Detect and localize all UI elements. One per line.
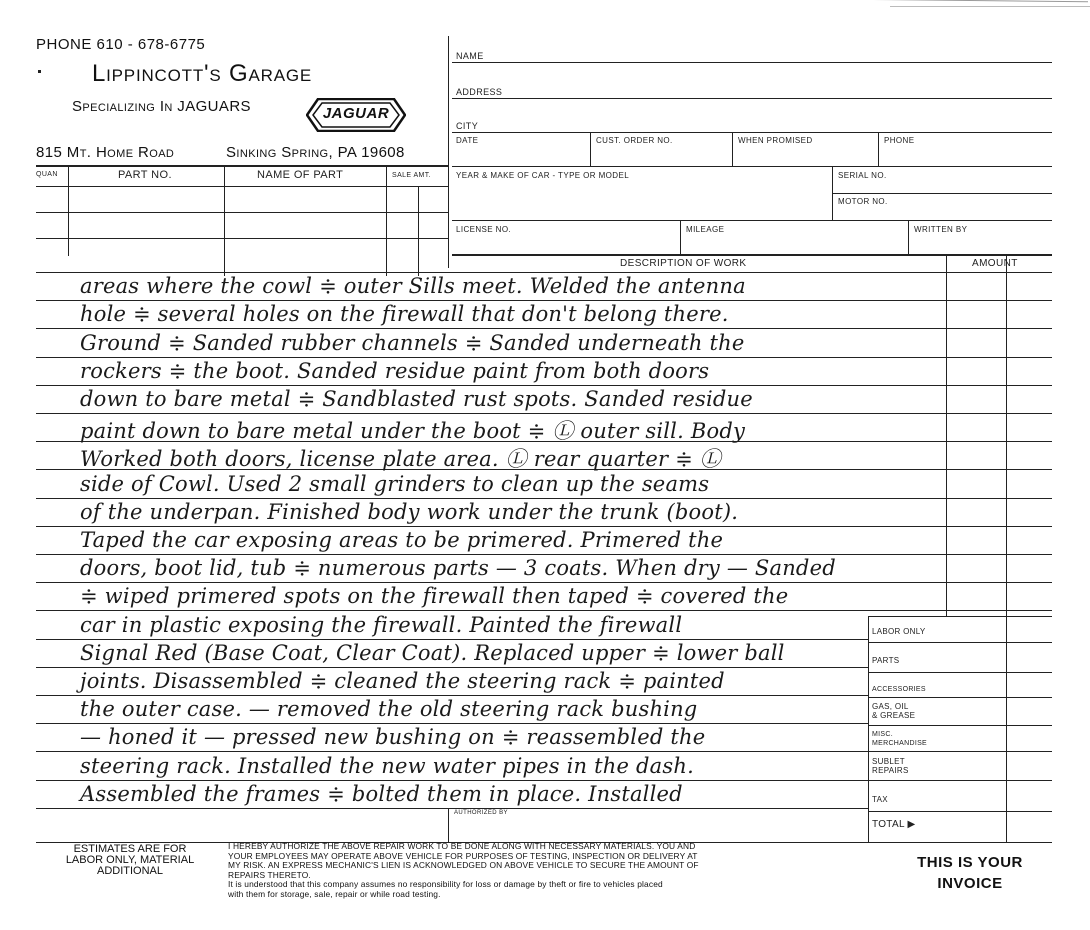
date-label: DATE [456, 136, 479, 145]
jaguar-logo [306, 98, 406, 132]
shop-name: Lippincott's Garage [92, 60, 312, 87]
rule [878, 132, 879, 166]
jaguar-logo-text: JAGUAR [322, 105, 390, 122]
rule [868, 697, 1052, 698]
year-make-label: YEAR & MAKE OF CAR - TYPE OR MODEL [456, 171, 630, 180]
name-label: NAME [456, 51, 484, 61]
rule [946, 254, 947, 616]
rule [452, 254, 1052, 256]
ruled-line [36, 328, 1052, 329]
rule [868, 751, 1052, 752]
rule [452, 166, 1052, 167]
repairs-label: REPAIRS [872, 766, 909, 775]
misc-label: MISC. [872, 731, 893, 738]
shop-city: Sinking Spring, PA 19608 [226, 144, 405, 161]
handwritten-line: the outer case. — removed the old steering rack bushing [80, 697, 698, 721]
rule [832, 193, 1052, 194]
city-label: CITY [456, 121, 479, 131]
handwritten-line: Ground ≑ Sanded rubber channels ≑ Sanded underneath the [80, 331, 745, 355]
handwritten-line: Assembled the frames ≑ bolted them in place. Installed [80, 782, 683, 806]
handwritten-line: steering rack. Installed the new water pipes in the dash. [80, 754, 694, 778]
total-label: TOTAL ▶ [872, 819, 916, 830]
handwritten-line: of the underpan. Finished body work under the trunk (boot). [80, 500, 739, 524]
ruled-line [36, 526, 1052, 527]
rule [36, 808, 868, 809]
auth-line-1: I HEREBY AUTHORIZE THE ABOVE REPAIR WORK TO BE DONE ALONG WITH NECESSARY MATERIALS. YOU AND [228, 841, 696, 851]
bullet-dot [38, 70, 41, 73]
mileage-label: MILEAGE [686, 225, 725, 234]
estimates-line-2: LABOR ONLY, MATERIAL [65, 854, 195, 866]
serial-label: SERIAL NO. [838, 171, 887, 180]
rule [448, 36, 449, 268]
rule [36, 272, 1052, 273]
ruled-line [36, 695, 868, 696]
cust-order-label: CUST. ORDER NO. [596, 136, 673, 145]
rule [868, 780, 1052, 781]
written-by-label: WRITTEN BY [914, 225, 968, 234]
tax-label: TAX [872, 795, 888, 804]
shop-phone: PHONE 610 - 678-6775 [36, 36, 206, 53]
handwritten-line: Signal Red (Base Coat, Clear Coat). Replaced upper ≑ lower ball [80, 641, 785, 665]
ruled-line [36, 582, 1052, 583]
rule [868, 811, 1052, 812]
labor-only-label: LABOR ONLY [872, 627, 926, 636]
description-header: DESCRIPTION OF WORK [620, 258, 747, 269]
ruled-line [36, 554, 1052, 555]
ruled-line [36, 498, 1052, 499]
invoice-line-2: INVOICE [937, 875, 1003, 892]
rule [590, 132, 591, 166]
ruled-line [36, 667, 868, 668]
handwritten-line: — honed it — pressed new bushing on ≑ reassembled the [80, 725, 706, 749]
ruled-line [36, 639, 868, 640]
rule [448, 808, 449, 842]
handwritten-line: side of Cowl. Used 2 small grinders to clean up the seams [80, 472, 710, 496]
ruled-line [36, 780, 868, 781]
ruled-line [36, 751, 868, 752]
col-name-of-part: NAME OF PART [257, 169, 344, 181]
estimates-line-1: ESTIMATES ARE FOR [73, 843, 187, 855]
auth-line-2: YOUR EMPLOYEES MAY OPERATE ABOVE VEHICLE FOR PURPOSES OF TESTING, INSPECTION OR DELIVERY AT [228, 850, 698, 861]
license-label: LICENSE NO. [456, 225, 512, 234]
handwritten-line: Worked both doors, license plate area. Ⓛ rear quarter ≑ Ⓛ [80, 447, 721, 471]
rule [732, 132, 733, 166]
authorization-text [228, 842, 868, 899]
handwritten-line: paint down to bare metal under the boot ≑ Ⓛ outer sill. Body [80, 419, 746, 443]
ruled-line [36, 300, 1052, 301]
estimates-note [40, 844, 220, 877]
phone-label: PHONE [884, 136, 915, 145]
rule [908, 220, 909, 254]
rule [868, 672, 1052, 673]
ruled-line [36, 385, 1052, 386]
gas-oil-label: GAS, OIL [872, 702, 909, 711]
rule [1006, 254, 1007, 616]
handwritten-line: rockers ≑ the boot. Sanded residue paint from both doors [80, 359, 710, 383]
invoice-line-1: THIS IS YOUR [917, 854, 1023, 871]
handwritten-line: doors, boot lid, tub ≑ numerous parts — 3 coats. When dry — Sanded [80, 556, 836, 580]
rule [452, 62, 1052, 63]
col-part-no: PART NO. [118, 169, 172, 181]
auth-line-4: REPAIRS THERETO. [228, 869, 311, 880]
ruled-line [36, 723, 868, 724]
estimates-line-3: ADDITIONAL [96, 865, 163, 877]
handwritten-line: down to bare metal ≑ Sandblasted rust spots. Sanded residue [80, 387, 753, 411]
handwritten-line: hole ≑ several holes on the firewall that don't belong there. [80, 302, 729, 326]
shop-address: 815 Mt. Home Road [36, 144, 175, 161]
when-promised-label: WHEN PROMISED [738, 136, 813, 145]
rule [68, 166, 69, 256]
shop-specialty: Specializing In JAGUARS [72, 98, 251, 115]
handwritten-line: Taped the car exposing areas to be primered. Primered the [80, 528, 724, 552]
ruled-line [36, 610, 1052, 611]
grease-label: & GREASE [872, 711, 916, 720]
rule [1006, 616, 1007, 842]
auth-line-3: MY RISK. AN EXPRESS MECHANIC'S LIEN IS ACKNOWLEDGED ON ABOVE VEHICLE TO SECURE THE AMOUNT OF [228, 860, 699, 870]
rule [868, 616, 869, 842]
liability-line-2: with them for storage, sale, repair or while road testing. [228, 888, 441, 899]
ruled-line [36, 357, 1052, 358]
scan-mark [890, 6, 1090, 7]
rule [418, 186, 419, 276]
rule [868, 642, 1052, 643]
rule [868, 725, 1052, 726]
rule [452, 220, 1052, 221]
amount-header: AMOUNT [972, 258, 1018, 269]
handwritten-line: car in plastic exposing the firewall. Painted the firewall [80, 613, 683, 637]
rule [224, 166, 225, 276]
scan-mark [848, 0, 1088, 2]
handwritten-line: joints. Disassembled ≑ cleaned the steering rack ≑ painted [80, 669, 725, 693]
rule [868, 842, 1052, 843]
accessories-label: ACCESSORIES [872, 686, 926, 693]
sublet-label: SUBLET [872, 757, 905, 766]
rule [868, 616, 1052, 617]
motor-label: MOTOR NO. [838, 197, 888, 206]
rule [452, 132, 1052, 133]
rule [680, 220, 681, 254]
rule [452, 98, 1052, 99]
parts-label: PARTS [872, 656, 900, 665]
authorized-by-label: AUTHORIZED BY [454, 810, 508, 816]
address-label: ADDRESS [456, 87, 503, 97]
col-quan: QUAN [36, 171, 58, 178]
invoice-notice [880, 852, 1060, 894]
handwritten-line: ≑ wiped primered spots on the firewall then taped ≑ covered the [80, 584, 789, 608]
ruled-line [36, 413, 1052, 414]
col-sale-amt: SALE AMT. [392, 172, 432, 179]
merchandise-label: MERCHANDISE [872, 740, 928, 747]
liability-line-1: It is understood that this company assumes no responsibility for loss or damage by theft or fire to vehicles placed [228, 879, 663, 889]
handwritten-line: areas where the cowl ≑ outer Sills meet. Welded the antenna [80, 274, 746, 298]
rule [386, 166, 387, 276]
